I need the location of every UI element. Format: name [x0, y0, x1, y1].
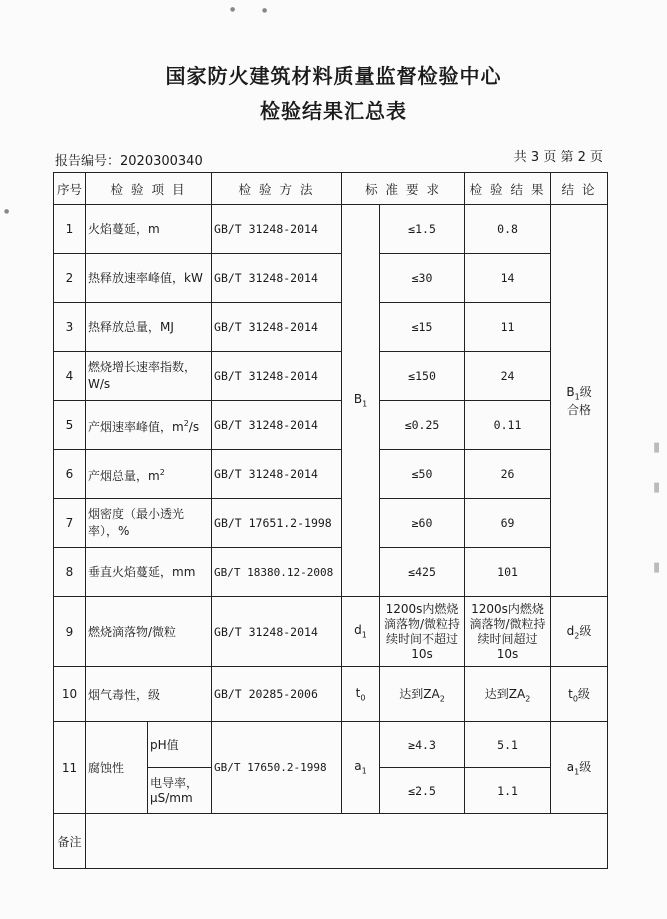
req-main: 达到ZA	[399, 686, 440, 701]
row-item: 燃烧增长速率指数，W/s	[86, 352, 212, 401]
table-row	[54, 352, 608, 401]
row-method: GB/T 31248-2014	[212, 597, 342, 667]
level-main: B	[353, 392, 363, 407]
conclusion-b1	[551, 205, 608, 597]
remark-content	[86, 814, 608, 869]
binding-mark-icon: ▮	[653, 560, 661, 575]
row-requirement: ≤0.25	[380, 401, 465, 450]
row-requirement: 1200s内燃烧滴落物/微粒持续时间不超过10s	[380, 597, 465, 667]
row-requirement: ≥4.3	[380, 722, 465, 768]
row-result: 69	[465, 499, 551, 548]
row-method: GB/T 20285-2006	[212, 667, 342, 722]
row-no: 3	[54, 303, 86, 352]
table-row	[54, 254, 608, 303]
conclusion-tail: 级	[579, 624, 592, 639]
row-conclusion	[551, 722, 608, 814]
row-requirement: ≥60	[380, 499, 465, 548]
row-method: GB/T 31248-2014	[212, 450, 342, 499]
document-subtitle: 检验结果汇总表	[260, 99, 407, 123]
row-requirement: ≤15	[380, 303, 465, 352]
table-row	[54, 597, 608, 667]
header-no: 序号	[54, 173, 86, 205]
sub-item-ph: pH值	[148, 722, 212, 768]
level-sub: 1	[362, 399, 368, 409]
conclusion-sub: 1	[574, 767, 580, 777]
sub-item-conductivity: 电导率，μS/mm	[148, 768, 212, 814]
conclusion-tail: 级	[579, 760, 592, 775]
conclusion-pass: 合格	[567, 403, 592, 418]
item-main: 产烟速率峰值，m	[88, 419, 184, 434]
binding-mark-icon: ▮	[653, 440, 661, 455]
results-table	[53, 172, 608, 869]
table-row	[54, 205, 608, 254]
row-no: 1	[54, 205, 86, 254]
row-no: 8	[54, 548, 86, 597]
result-sub: 2	[525, 694, 531, 704]
table-row	[54, 548, 608, 597]
row-method: GB/T 31248-2014	[212, 401, 342, 450]
conclusion-main: t	[568, 686, 573, 701]
conclusion-sub: 0	[572, 694, 578, 704]
level-b1	[342, 205, 380, 597]
row-item: 热释放速率峰值，kW	[86, 254, 212, 303]
conclusion-tail: 级	[577, 686, 590, 701]
row-result: 11	[465, 303, 551, 352]
row-item: 烟密度（最小透光率），%	[86, 499, 212, 548]
row-requirement: ≤50	[380, 450, 465, 499]
result-main: 达到ZA	[484, 686, 526, 701]
table-row	[54, 722, 608, 768]
table-row	[54, 303, 608, 352]
conclusion-main: d	[566, 624, 575, 639]
table-row	[54, 667, 608, 722]
row-method: GB/T 18380.12-2008	[212, 548, 342, 597]
row-result: 1200s内燃烧滴落物/微粒持续时间超过10s	[465, 597, 551, 667]
row-no: 5	[54, 401, 86, 450]
row-requirement	[380, 667, 465, 722]
conclusion-level	[553, 383, 605, 401]
remark-label: 备注	[54, 814, 86, 869]
row-requirement: ≤1.5	[380, 205, 465, 254]
header-result: 检 验 结 果	[465, 173, 551, 205]
row-result: 5.1	[465, 722, 551, 768]
row-level	[342, 722, 380, 814]
row-result: 14	[465, 254, 551, 303]
row-method: GB/T 17651.2-1998	[212, 499, 342, 548]
scan-speck-icon: ●	[230, 6, 236, 13]
row-requirement: ≤150	[380, 352, 465, 401]
level-main: t	[355, 685, 361, 700]
row-method: GB/T 31248-2014	[212, 254, 342, 303]
header-requirement: 标 准 要 求	[342, 173, 465, 205]
row-no: 10	[54, 667, 86, 722]
header-method: 检 验 方 法	[212, 173, 342, 205]
table-row	[54, 401, 608, 450]
row-requirement: ≤2.5	[380, 768, 465, 814]
row-no: 11	[54, 722, 86, 814]
row-method: GB/T 31248-2014	[212, 205, 342, 254]
level-sub: 1	[361, 630, 367, 640]
conclusion-tail: 级	[579, 384, 592, 399]
level-sub: 1	[361, 766, 367, 776]
header-conclusion: 结 论	[551, 173, 608, 205]
table-header	[54, 173, 608, 205]
item-main: 产烟总量，m	[88, 468, 160, 483]
row-level	[342, 597, 380, 667]
table-row	[54, 450, 608, 499]
row-result: 26	[465, 450, 551, 499]
row-no: 9	[54, 597, 86, 667]
conclusion-sub: 1	[574, 392, 580, 402]
level-main: a	[354, 759, 362, 774]
item-sup: 2	[159, 467, 165, 477]
report-number: 报告编号：2020300340	[55, 154, 203, 169]
page-info: 共 3 页 第 2 页	[513, 150, 603, 165]
conclusion-main: B	[566, 384, 575, 399]
row-requirement: ≤30	[380, 254, 465, 303]
row-result: 101	[465, 548, 551, 597]
req-sub: 2	[439, 694, 445, 704]
level-sub: 0	[360, 693, 366, 703]
row-item: 垂直火焰蔓延，mm	[86, 548, 212, 597]
row-level	[342, 667, 380, 722]
row-result: 0.8	[465, 205, 551, 254]
binding-mark-icon: ▮	[653, 480, 661, 495]
row-no: 7	[54, 499, 86, 548]
row-item: 热释放总量，MJ	[86, 303, 212, 352]
row-method: GB/T 31248-2014	[212, 352, 342, 401]
row-item: 燃烧滴落物/微粒	[86, 597, 212, 667]
table-row	[54, 499, 608, 548]
row-item	[86, 450, 212, 499]
row-result: 24	[465, 352, 551, 401]
row-method: GB/T 17650.2-1998	[212, 722, 342, 814]
row-result: 0.11	[465, 401, 551, 450]
row-conclusion	[551, 597, 608, 667]
scan-speck-icon: ●	[4, 208, 10, 215]
row-item: 火焰蔓延，m	[86, 205, 212, 254]
level-main: d	[354, 623, 362, 638]
row-no: 4	[54, 352, 86, 401]
item-sup: 2	[183, 418, 189, 428]
row-item: 腐蚀性	[86, 722, 148, 814]
row-requirement: ≤425	[380, 548, 465, 597]
row-item: 烟气毒性，级	[86, 667, 212, 722]
row-conclusion	[551, 667, 608, 722]
row-no: 6	[54, 450, 86, 499]
conclusion-main: a	[566, 760, 575, 775]
row-item	[86, 401, 212, 450]
row-result	[465, 667, 551, 722]
conclusion-sub: 2	[574, 631, 580, 641]
remark-row	[54, 814, 608, 869]
row-result: 1.1	[465, 768, 551, 814]
header-item: 检 验 项 目	[86, 173, 212, 205]
row-method: GB/T 31248-2014	[212, 303, 342, 352]
scan-speck-icon: ●	[262, 7, 268, 14]
item-tail: /s	[188, 419, 200, 434]
row-no: 2	[54, 254, 86, 303]
document-title: 国家防火建筑材料质量监督检验中心	[165, 64, 502, 88]
